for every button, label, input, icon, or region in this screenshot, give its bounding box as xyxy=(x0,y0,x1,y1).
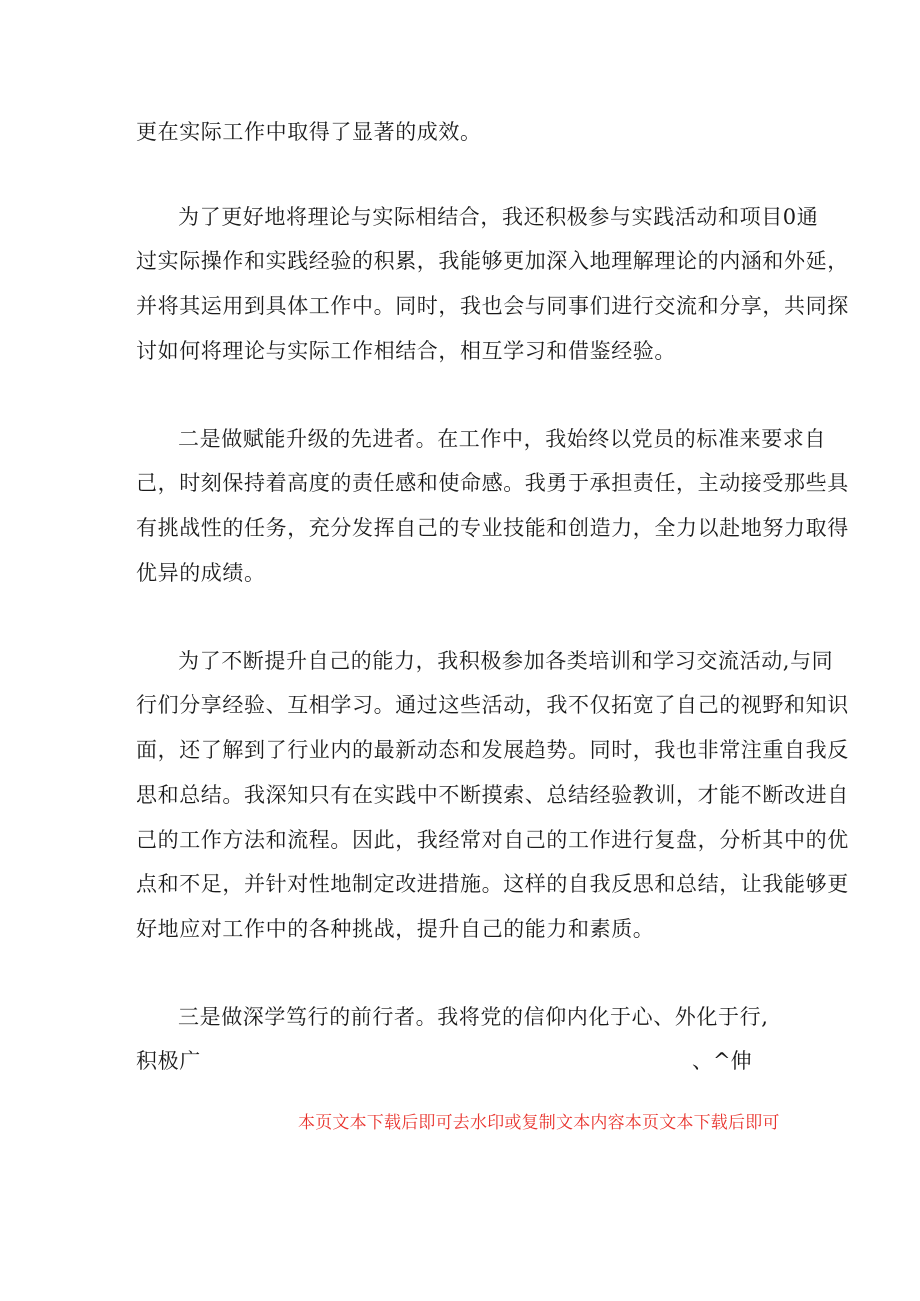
paragraph-line: 讨如何将理论与实际工作相结合，相互学习和借鉴经验。 xyxy=(136,339,676,363)
paragraph-line: 过实际操作和实践经验的积累，我能够更加深入地理解理论的内涵和外延， xyxy=(136,249,849,273)
truncated-text-fragment: 、^伸 xyxy=(692,1049,752,1073)
watermark-notice: 本页文本下载后即可去水印或复制文本内容本页文本下载后即可 xyxy=(298,1113,780,1133)
paragraph-line: 行们分享经验、互相学习。通过这些活动，我不仅拓宽了自己的视野和知识 xyxy=(136,693,849,717)
paragraph-line: 三是做深学笃行的前行者。我将党的信仰内化于心、外化于行, xyxy=(178,1005,769,1029)
paragraph-line: 己，时刻保持着高度的责任感和使命感。我勇于承担责任，主动接受那些具 xyxy=(136,471,849,495)
paragraph-line: 点和不足，并针对性地制定改进措施。这样的自我反思和总结，让我能够更 xyxy=(136,872,849,896)
paragraph-line: 为了不断提升自己的能力，我积极参加各类培训和学习交流活动,与同 xyxy=(178,649,834,673)
paragraph-line: 为了更好地将理论与实际相结合，我还积极参与实践活动和项目0通 xyxy=(178,205,819,229)
paragraph-line: 己的工作方法和流程。因此，我经常对自己的工作进行复盘，分析其中的优 xyxy=(136,828,849,852)
paragraph-line: 并将其运用到具体工作中。同时，我也会与同事们进行交流和分享，共同探 xyxy=(136,294,849,318)
paragraph-line: 思和总结。我深知只有在实践中不断摸索、总结经验教训，才能不断改进自 xyxy=(136,783,849,807)
paragraph-line: 更在实际工作中取得了显著的成效。 xyxy=(136,120,482,144)
paragraph-line: 有挑战性的任务，充分发挥自己的专业技能和创造力，全力以赴地努力取得 xyxy=(136,516,849,540)
paragraph-line: 二是做赋能升级的先进者。在工作中，我始终以党员的标准来要求自 xyxy=(178,427,826,451)
paragraph-line: 积极广 xyxy=(136,1049,201,1073)
paragraph-line: 面，还了解到了行业内的最新动态和发展趋势。同时，我也非常注重自我反 xyxy=(136,738,849,762)
paragraph-line: 好地应对工作中的各种挑战，提升自己的能力和素质。 xyxy=(136,917,655,941)
paragraph-line: 优异的成绩。 xyxy=(136,561,266,585)
